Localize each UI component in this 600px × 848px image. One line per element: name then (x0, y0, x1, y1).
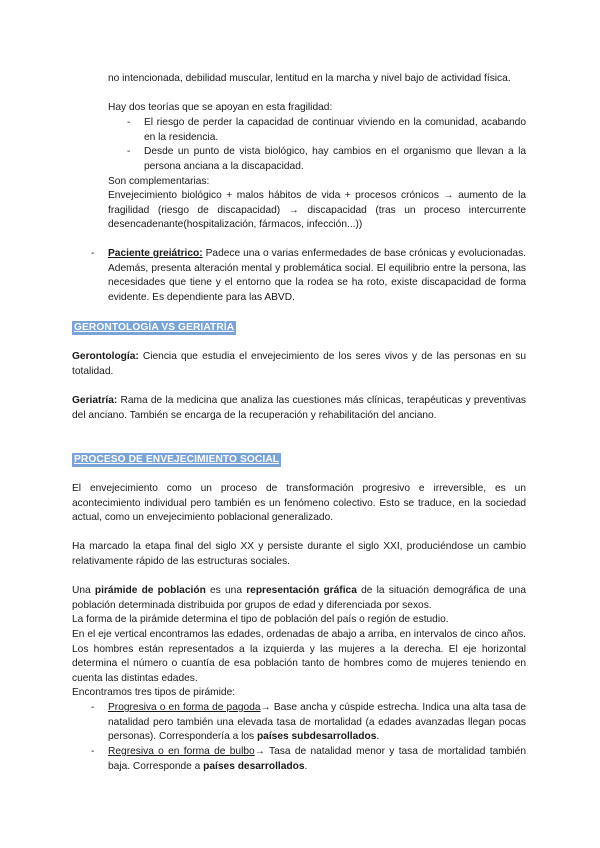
bullet-dash: - (91, 746, 95, 757)
graphic-representation-term: representación gráfica (246, 585, 357, 596)
intro-text: no intencionada, debilidad muscular, lentitud en la marcha y nivel bajo de actividad física. (108, 73, 511, 84)
theory-1: El riesgo de perder la capacidad de continuar viviendo en la comunidad, acabando en la residencia. (144, 117, 526, 143)
pyramid-axis-paragraph: En el eje vertical encontramos las edades, ordenadas de abajo a arriba, en intervalos de cinco años. Los hombres están representados a la izquierda y las mujeres a la derecha. El eje horizontal determina el número o cuantía de esa población tanto de hombres como de mujeres teniendo en cuenta las distintas edades. (72, 629, 526, 684)
gerontology-term: Gerontología: (72, 351, 139, 362)
bullet-dash: - (127, 117, 131, 128)
geriatrics-term: Geriatría: (72, 395, 118, 406)
theories-intro: Hay dos teorías que se apoyan en esta fragilidad: (108, 102, 333, 113)
pyramid-term: pirámide de población (94, 585, 206, 596)
aging-paragraph-1: El envejecimiento como un proceso de transformación progresivo e irreversible, es un acontecimiento individual pero también es un fenómeno colectivo. Esto se traduce, en la sociedad actual, como un envejecimiento poblacional generalizado. (72, 483, 526, 523)
pyramid-text-a: Una (72, 585, 95, 596)
bullet-dash: - (91, 248, 95, 259)
intro-line (108, 72, 526, 87)
pyramid-type-regressive (108, 745, 526, 774)
aging-paragraph-2: Ha marcado la etapa final del siglo XX y persiste durante el siglo XXI, produciéndose un cambio relativamente rápido de las estructuras sociales. (72, 541, 526, 567)
geriatric-patient-term: Paciente greiátrico: (108, 248, 203, 259)
pyramid-text-c: es una (205, 585, 247, 596)
progressive-text: → Base ancha y cúspide estrecha. Indica una alta tasa de natalidad pero también una elevada tasa de mortalidad (a edades avanzadas llegan pocas personas). Correspondería a los (108, 702, 526, 742)
pyramid-form-line: La forma de la pirámide determina el tipo de población del país o región de estudio. (72, 614, 449, 625)
gerontology-text: Ciencia que estudia el envejecimiento de los seres vivos y de las personas en su totalidad. (72, 351, 526, 377)
complementary-label: Son complementarias: (108, 176, 210, 187)
pyramid-text-e: de la situación demográfica de una población determinada distribuida por grupos de edad y diferenciada por sexos. (72, 585, 527, 611)
progressive-end: . (376, 731, 380, 742)
formula-paragraph: Envejecimiento biológico + malos hábitos de vida + procesos crónicos → aumento de la fragilidad (riesgo de discapacidad) → discapacidad (tras un proceso intercurrente desencadenante(hospitalización, fármacos, infección...)) (108, 190, 526, 230)
pyramid-types-intro: Encontramos tres tipos de pirámide: (72, 687, 236, 698)
regressive-text: → Tasa de natalidad menor y tasa de mortalidad también baja. Corresponde a (108, 746, 527, 772)
progressive-term: Progresiva o en forma de pagoda (108, 702, 261, 713)
geriatrics-definition (72, 394, 526, 423)
bullet-dash: - (91, 702, 95, 713)
pyramid-definition (72, 584, 526, 613)
developed-countries: países desarrollados (203, 760, 305, 772)
pyramid-type-progressive (108, 701, 526, 745)
regressive-end: . (304, 760, 308, 772)
section-heading-gerontology: GERONTOLOGÍA VS GERIATRÍA (74, 322, 235, 333)
underdeveloped-countries: países subdesarrollados (256, 731, 377, 742)
bullet-dash: - (127, 146, 131, 157)
theory-2: Desde un punto de vista biológico, hay cambios en el organismo que llevan a la persona anciana a la discapacidad. (144, 146, 526, 172)
geriatric-patient-text: Padece una o varias enfermedades de base crónicas y evolucionadas. Además, presenta alteración mental y problemática social. El equilibrio entre la persona, las necesidades que tiene y el entorno que la rodea se ha roto, existe discapacidad de forma evidente. Es dependiente para las ABVD. (108, 248, 526, 303)
gerontology-definition (72, 350, 526, 379)
regressive-term: Regresiva o en forma de bulbo (108, 746, 255, 757)
geriatric-patient-paragraph (108, 247, 526, 305)
section-heading-social-aging: PROCESO DE ENVEJECIMIENTO SOCIAL (74, 454, 280, 465)
geriatrics-text: Rama de la medicina que analiza las cuestiones más clínicas, terapéuticas y preventivas del anciano. También se encarga de la recuperación y rehabilitación del anciano. (72, 395, 526, 421)
